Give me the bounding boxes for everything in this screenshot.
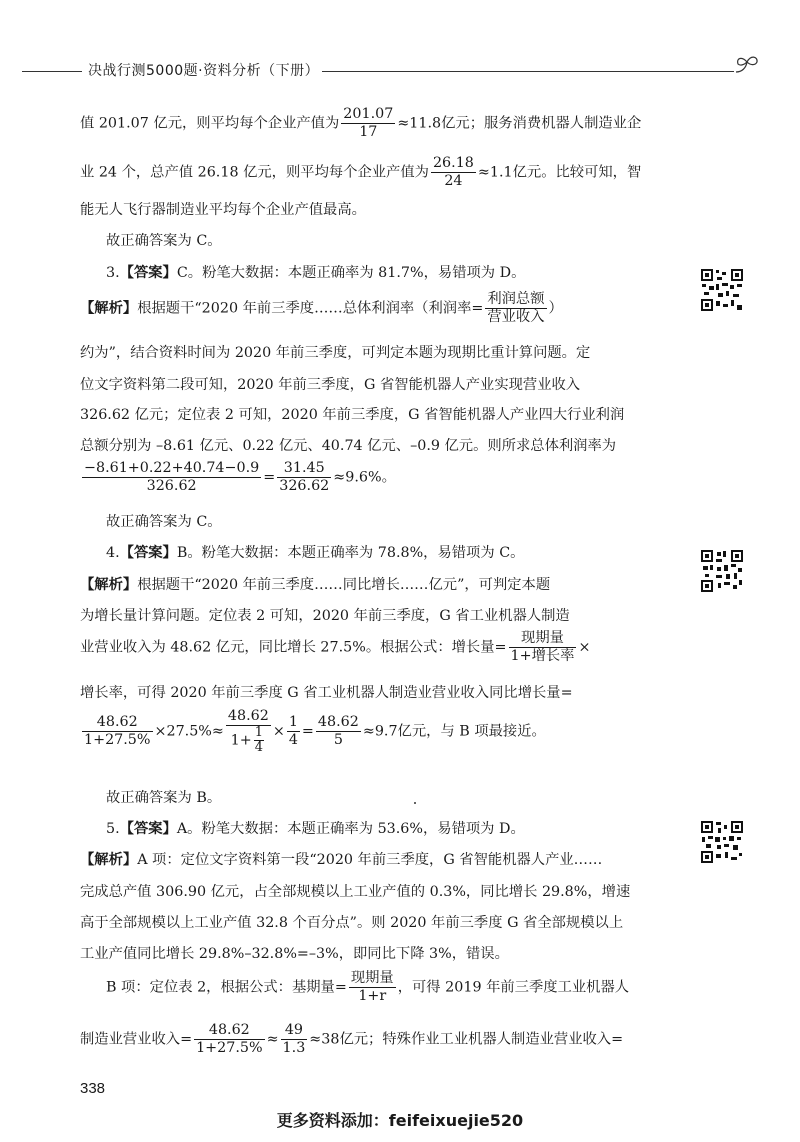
question-number: 3. — [106, 265, 120, 281]
page-number: 338 — [80, 1080, 106, 1097]
para-line: 约为”，结合资料时间为 2020 年前三季度，可判定本题为现期比重计算问题。定 — [80, 345, 591, 361]
text-span: ≈9.6%。 — [333, 469, 396, 486]
footer-note: 更多资料添加：feifeixuejie520 — [276, 1111, 524, 1130]
fraction-numerator: 49 — [281, 1022, 308, 1040]
answer-line: 故正确答案为 C。 — [106, 514, 222, 530]
fraction-denominator: 1.3 — [282, 1040, 306, 1056]
para-line: 总额分别为 –8.61 亿元、0.22 亿元、40.74 亿元、–0.9 亿元。则所求总体利润率为 — [80, 438, 617, 454]
text-span: 业营业收入为 48.62 亿元，同比增长 27.5%。根据公式：增长量= — [80, 639, 507, 656]
fraction-numerator: 48.62 — [317, 714, 359, 730]
fraction — [485, 291, 546, 326]
text-span: 制造业营业收入= — [80, 1031, 193, 1048]
fraction-denominator: 1+27.5% — [84, 732, 151, 748]
fraction-numerator: 1 — [254, 725, 264, 740]
running-header — [22, 58, 762, 84]
q3-answer-line — [80, 263, 676, 283]
para-line: 为增长量计算问题。定位表 2 可知，2020 年前三季度，G 省工业机器人制造 — [80, 608, 570, 624]
fraction-denominator: 5 — [333, 732, 343, 748]
q4-answer-line — [80, 543, 676, 563]
fraction-denominator: 1+27.5% — [196, 1040, 263, 1056]
text-span: ） — [548, 300, 563, 317]
text-span: B 项：定位表 2，根据公式：基期量= — [106, 979, 347, 996]
fraction-numerator: 利润总额 — [487, 291, 545, 307]
fraction — [349, 970, 396, 1005]
text-span: ×27.5%≈ — [154, 723, 224, 740]
text-span: = — [301, 723, 314, 740]
fraction — [194, 1022, 265, 1057]
text-span: ≈38亿元；特殊作业工业机器人制造业营业收入= — [309, 1031, 624, 1048]
fraction-numerator: 1 — [288, 714, 298, 730]
fraction-numerator: 31.45 — [277, 460, 331, 478]
equation-line — [80, 460, 676, 495]
fraction-numerator: 48.62 — [227, 708, 269, 724]
fraction-numerator: 48.62 — [82, 714, 153, 732]
fraction — [431, 155, 476, 190]
answer-line: 故正确答案为 B。 — [106, 790, 222, 806]
fraction-denominator — [226, 726, 271, 755]
q5-answer-line — [80, 819, 676, 839]
fraction-denominator: 营业收入 — [487, 309, 545, 325]
fraction-denominator: 326.62 — [279, 478, 330, 494]
sprout-icon — [732, 54, 762, 78]
text-span: = — [263, 469, 276, 486]
answer-label: 【答案】 — [119, 545, 177, 561]
fraction — [226, 708, 271, 755]
nested-fraction — [254, 726, 264, 755]
text-span: × — [578, 639, 591, 656]
answer-label: 【答案】 — [119, 821, 177, 837]
para-line — [80, 630, 676, 665]
header-rule-left — [22, 71, 82, 72]
fraction — [341, 106, 395, 141]
fraction-numerator: 48.62 — [194, 1022, 265, 1040]
answer-line: 故正确答案为 C。 — [106, 233, 222, 249]
fraction-denominator: 4 — [288, 732, 298, 748]
fraction — [287, 714, 300, 749]
q5-analysis-line — [80, 850, 676, 870]
fraction-denominator: 1+增长率 — [510, 648, 575, 664]
qr-code-q5[interactable] — [700, 820, 744, 864]
fraction — [82, 714, 153, 749]
fraction-numerator: −8.61+0.22+40.74−0.9 — [84, 460, 260, 476]
qr-code-q3[interactable] — [700, 268, 744, 312]
header-title: 决战行测5000题·资料分析（下册） — [88, 63, 320, 79]
header-rule-right — [322, 71, 734, 72]
fraction — [277, 460, 331, 495]
print-speck — [414, 802, 416, 804]
text-span: 根据题干“2020 年前三季度……总体利润率（利润率= — [137, 300, 484, 317]
qr-code-q4[interactable] — [700, 549, 744, 593]
question-number: 5. — [106, 821, 120, 837]
fraction — [281, 1022, 308, 1057]
equation-line — [80, 708, 676, 755]
text-span: ≈1.1亿元。比较可知，智 — [477, 164, 642, 181]
fraction-denominator: 326.62 — [146, 478, 197, 494]
para-line — [80, 970, 676, 1005]
text-span: ，可得 2019 年前三季度工业机器人 — [397, 979, 630, 996]
para-line: 高于全部规模以上工业产值 32.8 个百分点”。则 2020 年前三季度 G 省全部规模以上 — [80, 915, 624, 931]
para-line — [80, 155, 676, 190]
fraction — [509, 630, 577, 665]
text-span: 根据题干“2020 年前三季度……同比增长……亿元”，可判定本题 — [137, 577, 551, 593]
equation-line — [80, 1022, 676, 1057]
fraction-denominator: 1+r — [358, 988, 387, 1004]
analysis-label: 【解析】 — [80, 577, 138, 593]
fraction-numerator: 201.07 — [343, 106, 394, 122]
text-span: × — [272, 723, 285, 740]
fraction-denominator: 17 — [359, 124, 378, 140]
question-number: 4. — [106, 545, 120, 561]
text-span: B。粉笔大数据：本题正确率为 78.8%，易错项为 C。 — [176, 545, 525, 561]
text-span: A。粉笔大数据：本题正确率为 53.6%，易错项为 D。 — [176, 821, 525, 837]
text-span: 业 24 个，总产值 26.18 亿元，则平均每个企业产值为 — [80, 164, 429, 181]
text-span: 值 201.07 亿元，则平均每个企业产值为 — [80, 115, 340, 132]
text-span: ≈ — [266, 1031, 279, 1048]
fraction — [82, 460, 261, 495]
fraction-numerator: 现期量 — [509, 630, 577, 648]
text-span: ≈11.8亿元；服务消费机器人制造业企 — [397, 115, 642, 132]
para-line: 能无人飞行器制造业平均每个企业产值最高。 — [80, 202, 366, 218]
para-line: 位文字资料第二段可知，2020 年前三季度，G 省智能机器人产业实现营业收入 — [80, 377, 581, 393]
text-span: C。粉笔大数据：本题正确率为 81.7%，易错项为 D。 — [176, 265, 526, 281]
para-line: 增长率，可得 2020 年前三季度 G 省工业机器人制造业营业收入同比增长量= — [80, 685, 573, 701]
fraction-denominator: 24 — [444, 173, 463, 189]
para-line: 326.62 亿元；定位表 2 可知，2020 年前三季度，G 省智能机器人产业四大行业利润 — [80, 407, 625, 423]
text-span: 1+ — [230, 732, 252, 749]
fraction — [316, 714, 361, 749]
answer-label: 【答案】 — [119, 265, 177, 281]
analysis-label: 【解析】 — [80, 300, 138, 317]
para-line: 工业产值同比增长 29.8%–32.8%=–3%，即同比下降 3%，错误。 — [80, 946, 509, 962]
q4-analysis-line — [80, 575, 676, 595]
analysis-label: 【解析】 — [80, 852, 138, 868]
fraction-denominator: 4 — [254, 740, 264, 755]
para-line: 完成总产值 306.90 亿元，占全部规模以上工业产值的 0.3%，同比增长 29.8%，增速 — [80, 884, 631, 900]
q3-analysis-line — [80, 291, 676, 326]
para-line — [80, 106, 676, 141]
fraction-numerator: 26.18 — [432, 155, 474, 171]
text-span: A 项：定位文字资料第一段“2020 年前三季度，G 省智能机器人产业…… — [137, 852, 603, 868]
fraction-numerator: 现期量 — [350, 970, 394, 986]
text-span: ≈9.7亿元，与 B 项最接近。 — [362, 723, 546, 740]
